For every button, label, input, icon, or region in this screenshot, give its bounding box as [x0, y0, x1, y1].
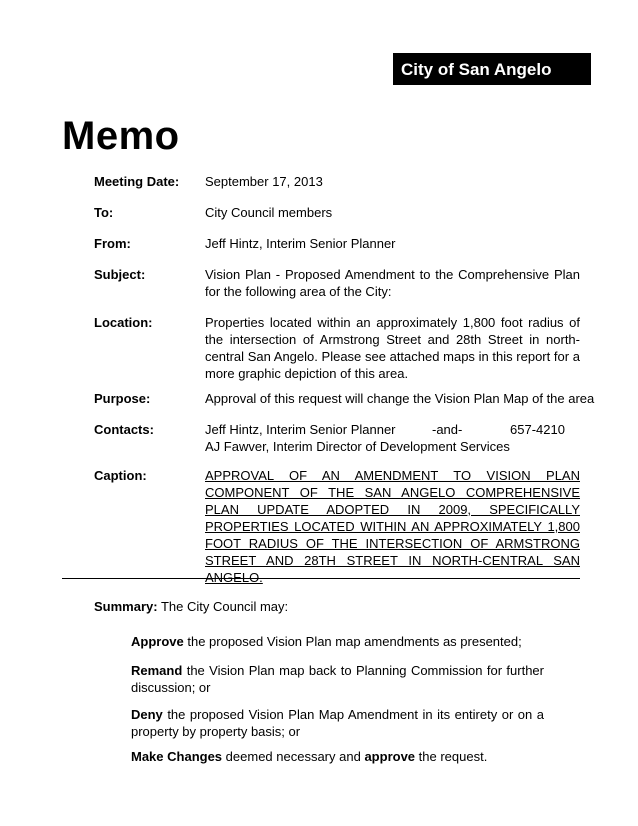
option-deny-keyword: Deny — [131, 707, 163, 722]
to-value: City Council members — [205, 205, 333, 220]
option-make-changes — [131, 748, 544, 765]
from-label: From: — [94, 236, 131, 251]
option-make-changes-text-before: deemed necessary and — [225, 749, 361, 764]
contacts-label: Contacts: — [94, 422, 154, 437]
option-make-changes-keyword2: approve — [364, 749, 416, 764]
section-divider — [62, 578, 580, 579]
purpose-label: Purpose: — [94, 391, 151, 406]
summary-intro: The City Council may: — [160, 599, 289, 614]
option-remand — [131, 662, 544, 696]
caption-label: Caption: — [94, 468, 147, 483]
option-make-changes-keyword: Make Changes — [131, 749, 223, 764]
option-remand-keyword: Remand — [131, 663, 183, 678]
contact-phone: 657-4210 — [510, 422, 565, 437]
contact-2-name: AJ Fawver, Interim Director of Development Services — [205, 439, 510, 454]
meeting-date-label: Meeting Date: — [94, 174, 180, 189]
summary-line — [94, 599, 288, 614]
option-approve-keyword: Approve — [131, 634, 184, 649]
subject-label: Subject: — [94, 267, 146, 282]
from-value: Jeff Hintz, Interim Senior Planner — [205, 236, 396, 251]
option-remand-text: the Vision Plan map back to Planning Commission for further discussion; or — [131, 663, 544, 695]
contacts-value — [205, 421, 580, 455]
option-approve-text: the proposed Vision Plan map amendments as presented; — [187, 634, 522, 649]
caption-value: APPROVAL OF AN AMENDMENT TO VISION PLAN COMPONENT OF THE SAN ANGELO COMPREHENSIVE PLAN UPDATE ADOPTED IN 2009, SPECIFICALLY PROPERTIES LOCATED WITHIN AN APPROXIMATELY 1,800 FOOT RADIUS OF THE INTERSECTION OF ARMSTRONG STREET AND 28TH STREET IN NORTH-CENTRAL SAN ANGELO. — [205, 468, 580, 585]
option-deny — [131, 706, 544, 740]
to-label: To: — [94, 205, 114, 220]
meeting-date-value: September 17, 2013 — [205, 174, 323, 189]
option-deny-text: the proposed Vision Plan Map Amendment in its entirety or on a property by property basis; or — [131, 707, 544, 739]
city-name-banner: City of San Angelo — [393, 53, 591, 85]
subject-value: Vision Plan - Proposed Amendment to the Comprehensive Plan for the following area of the City: — [205, 267, 580, 299]
memo-title: Memo — [62, 114, 180, 158]
contact-and: -and- — [432, 422, 463, 437]
location-label: Location: — [94, 315, 153, 330]
contacts-line-1 — [205, 421, 580, 438]
option-approve — [131, 633, 544, 650]
contact-1-name: Jeff Hintz, Interim Senior Planner — [205, 422, 396, 437]
location-value: Properties located within an approximately 1,800 foot radius of the intersection of Armstrong Street and 28th Street in north-central San Angelo. Please see attached maps in this report for a more graphic depiction of this area. — [205, 315, 580, 381]
summary-label: Summary: — [94, 599, 158, 614]
purpose-value: Approval of this request will change the Vision Plan Map of the area — [205, 391, 595, 406]
option-make-changes-text-after: the request. — [418, 749, 488, 764]
